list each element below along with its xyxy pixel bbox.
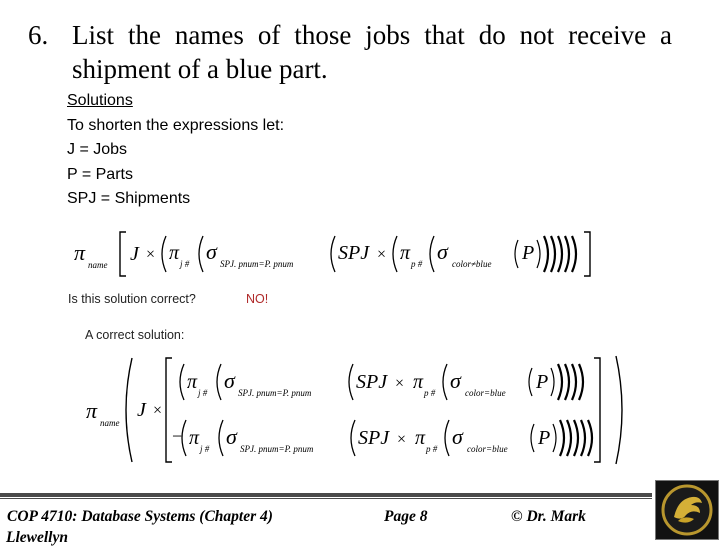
footer-author: © Dr. Mark bbox=[511, 508, 586, 525]
solutions-line: J = Jobs bbox=[67, 141, 128, 158]
expr2-row2-pi2-sub: p # bbox=[426, 444, 438, 454]
expr2-row1-sigma: σ bbox=[224, 368, 235, 393]
expr2-row2-sigma: σ bbox=[226, 424, 237, 449]
question-text: Is this solution correct? bbox=[68, 292, 196, 306]
expr2-pi: π bbox=[86, 398, 98, 423]
expr2-row1-pi2: π bbox=[413, 371, 424, 393]
footer-divider bbox=[0, 493, 652, 497]
expr2-row1-SPJ: SPJ bbox=[356, 371, 388, 393]
expr2-minus: − bbox=[172, 426, 183, 446]
expr1-times: × bbox=[146, 246, 156, 263]
expression-2 bbox=[80, 354, 650, 466]
expr1-pi: π bbox=[74, 240, 86, 265]
expr1-J: J bbox=[130, 243, 139, 265]
expr2-row2-times: × bbox=[397, 431, 407, 448]
footer-author-continued: Llewellyn bbox=[6, 529, 68, 546]
footer-page-number: Page 8 bbox=[384, 508, 428, 525]
expr2-row1-P: P bbox=[536, 371, 549, 393]
expr2-row2-SPJ: SPJ bbox=[358, 427, 390, 449]
correct-solution-label: A correct solution: bbox=[85, 328, 185, 342]
expr1-pi2: π bbox=[169, 242, 180, 264]
expr1-pi3: π bbox=[400, 242, 411, 264]
expr2-times: × bbox=[153, 402, 163, 419]
expr1-P: P bbox=[522, 242, 535, 264]
expr1-sigma: σ bbox=[206, 239, 217, 264]
expr2-row2-sigma-sub: SPJ. pnum=P. pnum bbox=[240, 444, 314, 454]
answer-text: NO! bbox=[246, 292, 269, 306]
solutions-line: P = Parts bbox=[67, 165, 133, 183]
expr2-row1-sigma-sub: SPJ. pnum=P. pnum bbox=[238, 388, 312, 398]
expr2-row1-times: × bbox=[395, 375, 405, 392]
solutions-line: SPJ = Shipments bbox=[67, 190, 191, 207]
expr2-row1-sigma2-sub: color=blue bbox=[465, 388, 506, 398]
expr2-row1-pi: π bbox=[187, 371, 198, 393]
expr2-row2-P: P bbox=[538, 427, 551, 449]
expr2-J: J bbox=[137, 399, 146, 421]
expr2-row2-sigma2: σ bbox=[452, 424, 463, 449]
expression-1 bbox=[70, 226, 610, 282]
expr2-row1-pi2-sub: p # bbox=[424, 388, 436, 398]
expr1-pi-sub: name bbox=[88, 260, 108, 270]
expr2-pi-sub: name bbox=[100, 418, 120, 428]
expr1-pi2-sub: j # bbox=[180, 259, 190, 269]
expr2-row2-sigma2-sub: color=blue bbox=[467, 444, 508, 454]
expr1-sigma2: σ bbox=[437, 239, 448, 264]
expr1-pi3-sub: p # bbox=[411, 259, 423, 269]
expr2-row2-pi2: π bbox=[415, 427, 426, 449]
pegasus-logo-icon bbox=[656, 481, 718, 539]
footer-course: COP 4710: Database Systems (Chapter 4) bbox=[7, 508, 273, 525]
expr2-row1-sigma2: σ bbox=[450, 368, 461, 393]
title-text: List the names of those jobs that do not receive a shipment of a blue part. bbox=[72, 20, 672, 84]
solutions-heading: Solutions bbox=[67, 92, 133, 109]
expr1-times2: × bbox=[377, 246, 387, 263]
solutions-block bbox=[67, 89, 284, 212]
expr1-sigma-sub: SPJ. pnum=P. pnum bbox=[220, 259, 294, 269]
expr2-row2-pi-sub: j # bbox=[200, 444, 210, 454]
footer-divider-thin bbox=[0, 498, 652, 499]
solutions-line: To shorten the expressions let: bbox=[67, 116, 285, 134]
expr2-row2-pi: π bbox=[189, 427, 200, 449]
title-number: 6. bbox=[28, 20, 49, 50]
expr1-SPJ: SPJ bbox=[338, 242, 370, 264]
expr1-sigma2-sub: color≠blue bbox=[452, 259, 492, 269]
expr2-row1-pi-sub: j # bbox=[198, 388, 208, 398]
ucf-pegasus-logo bbox=[655, 480, 719, 540]
